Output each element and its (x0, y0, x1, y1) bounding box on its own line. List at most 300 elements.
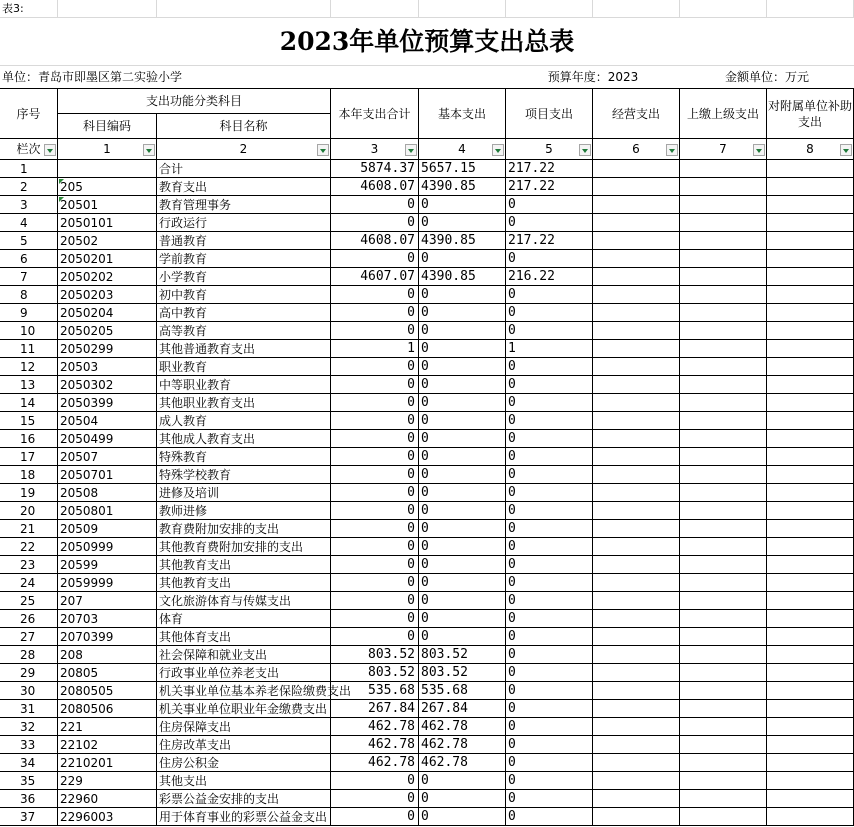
row-empty-cell[interactable] (767, 700, 854, 718)
row-empty-cell[interactable] (767, 376, 854, 394)
row-empty-cell[interactable] (767, 520, 854, 538)
row-project[interactable]: 0 (506, 754, 593, 772)
row-seq[interactable]: 33 (0, 736, 58, 754)
row-empty-cell[interactable] (767, 268, 854, 286)
row-basic[interactable]: 4390.85 (419, 178, 506, 196)
row-empty-cell[interactable] (767, 448, 854, 466)
row-project[interactable]: 0 (506, 430, 593, 448)
row-seq[interactable]: 35 (0, 772, 58, 790)
row-code[interactable]: 2050399 (58, 394, 157, 412)
row-total[interactable]: 535.68 (331, 682, 419, 700)
index-cell-2[interactable]: 2 (157, 139, 331, 160)
row-basic[interactable]: 803.52 (419, 664, 506, 682)
row-name[interactable]: 教育支出 (157, 178, 331, 196)
header-total[interactable]: 本年支出合计 (331, 89, 419, 139)
row-empty-cell[interactable] (680, 466, 767, 484)
row-empty-cell[interactable] (767, 394, 854, 412)
row-empty-cell[interactable] (593, 394, 680, 412)
row-empty-cell[interactable] (593, 700, 680, 718)
row-empty-cell[interactable] (593, 178, 680, 196)
row-empty-cell[interactable] (593, 808, 680, 826)
row-basic[interactable]: 0 (419, 196, 506, 214)
row-empty-cell[interactable] (593, 484, 680, 502)
row-basic[interactable]: 462.78 (419, 736, 506, 754)
row-empty-cell[interactable] (680, 628, 767, 646)
row-name[interactable]: 学前教育 (157, 250, 331, 268)
row-empty-cell[interactable] (680, 160, 767, 178)
row-project[interactable]: 217.22 (506, 232, 593, 250)
row-empty-cell[interactable] (767, 178, 854, 196)
sheet-label[interactable]: 表3: (0, 0, 58, 18)
row-code[interactable]: 2050101 (58, 214, 157, 232)
row-seq[interactable]: 28 (0, 646, 58, 664)
row-code[interactable]: 22960 (58, 790, 157, 808)
row-code[interactable]: 20504 (58, 412, 157, 430)
row-name[interactable]: 体育 (157, 610, 331, 628)
row-empty-cell[interactable] (767, 466, 854, 484)
row-empty-cell[interactable] (593, 610, 680, 628)
row-project[interactable]: 217.22 (506, 160, 593, 178)
row-seq[interactable]: 6 (0, 250, 58, 268)
filter-dropdown-icon[interactable] (579, 144, 591, 156)
index-cell-4[interactable]: 4 (419, 139, 506, 160)
row-project[interactable]: 0 (506, 556, 593, 574)
row-name[interactable]: 小学教育 (157, 268, 331, 286)
index-cell-8[interactable]: 8 (767, 139, 854, 160)
row-project[interactable]: 0 (506, 304, 593, 322)
row-code[interactable]: 221 (58, 718, 157, 736)
row-empty-cell[interactable] (767, 430, 854, 448)
row-code[interactable]: 208 (58, 646, 157, 664)
row-name[interactable]: 住房改革支出 (157, 736, 331, 754)
row-basic[interactable]: 0 (419, 340, 506, 358)
row-empty-cell[interactable] (767, 196, 854, 214)
header-code[interactable]: 科目编码 (58, 114, 157, 139)
filter-dropdown-icon[interactable] (405, 144, 417, 156)
row-total[interactable]: 0 (331, 628, 419, 646)
empty-cell[interactable] (593, 0, 680, 18)
row-total[interactable]: 0 (331, 286, 419, 304)
filter-dropdown-icon[interactable] (143, 144, 155, 156)
row-empty-cell[interactable] (680, 286, 767, 304)
row-project[interactable]: 0 (506, 376, 593, 394)
row-total[interactable]: 462.78 (331, 736, 419, 754)
row-empty-cell[interactable] (680, 502, 767, 520)
row-seq[interactable]: 30 (0, 682, 58, 700)
row-empty-cell[interactable] (680, 808, 767, 826)
row-empty-cell[interactable] (680, 664, 767, 682)
row-empty-cell[interactable] (767, 628, 854, 646)
row-empty-cell[interactable] (593, 592, 680, 610)
header-operating[interactable]: 经营支出 (593, 89, 680, 139)
row-seq[interactable]: 13 (0, 376, 58, 394)
row-empty-cell[interactable] (593, 736, 680, 754)
row-name[interactable]: 社会保障和就业支出 (157, 646, 331, 664)
row-code[interactable]: 20501 (58, 196, 157, 214)
row-empty-cell[interactable] (680, 196, 767, 214)
row-code[interactable]: 2050203 (58, 286, 157, 304)
row-seq[interactable]: 17 (0, 448, 58, 466)
row-name[interactable]: 用于体育事业的彩票公益金支出 (157, 808, 331, 826)
row-empty-cell[interactable] (593, 574, 680, 592)
row-empty-cell[interactable] (593, 250, 680, 268)
row-empty-cell[interactable] (593, 448, 680, 466)
row-total[interactable]: 0 (331, 592, 419, 610)
row-project[interactable]: 0 (506, 628, 593, 646)
empty-cell[interactable] (680, 0, 767, 18)
row-code[interactable]: 2050201 (58, 250, 157, 268)
row-project[interactable]: 0 (506, 592, 593, 610)
header-upper[interactable]: 上缴上级支出 (680, 89, 767, 139)
row-project[interactable]: 1 (506, 340, 593, 358)
row-project[interactable]: 0 (506, 394, 593, 412)
row-seq[interactable]: 36 (0, 790, 58, 808)
row-code[interactable]: 20703 (58, 610, 157, 628)
row-empty-cell[interactable] (593, 538, 680, 556)
row-empty-cell[interactable] (767, 484, 854, 502)
row-basic[interactable]: 5657.15 (419, 160, 506, 178)
row-seq[interactable]: 27 (0, 628, 58, 646)
row-total[interactable]: 462.78 (331, 718, 419, 736)
row-project[interactable]: 0 (506, 358, 593, 376)
row-project[interactable]: 0 (506, 502, 593, 520)
header-seq[interactable]: 序号 (0, 89, 58, 139)
row-empty-cell[interactable] (680, 592, 767, 610)
row-empty-cell[interactable] (680, 736, 767, 754)
row-empty-cell[interactable] (767, 556, 854, 574)
index-cell-3[interactable]: 3 (331, 139, 419, 160)
row-basic[interactable]: 0 (419, 772, 506, 790)
row-basic[interactable]: 0 (419, 520, 506, 538)
row-basic[interactable]: 0 (419, 250, 506, 268)
row-empty-cell[interactable] (767, 232, 854, 250)
row-name[interactable]: 机关事业单位职业年金缴费支出 (157, 700, 331, 718)
row-empty-cell[interactable] (593, 430, 680, 448)
row-basic[interactable]: 0 (419, 214, 506, 232)
row-empty-cell[interactable] (680, 340, 767, 358)
row-empty-cell[interactable] (593, 664, 680, 682)
row-seq[interactable]: 37 (0, 808, 58, 826)
row-total[interactable]: 0 (331, 412, 419, 430)
row-basic[interactable]: 0 (419, 556, 506, 574)
row-name[interactable]: 行政运行 (157, 214, 331, 232)
row-empty-cell[interactable] (680, 646, 767, 664)
row-total[interactable]: 462.78 (331, 754, 419, 772)
row-total[interactable]: 0 (331, 196, 419, 214)
row-code[interactable]: 2050204 (58, 304, 157, 322)
row-name[interactable]: 教育费附加安排的支出 (157, 520, 331, 538)
row-total[interactable]: 0 (331, 520, 419, 538)
row-empty-cell[interactable] (593, 772, 680, 790)
row-empty-cell[interactable] (593, 502, 680, 520)
row-empty-cell[interactable] (767, 358, 854, 376)
row-seq[interactable]: 7 (0, 268, 58, 286)
row-seq[interactable]: 32 (0, 718, 58, 736)
row-empty-cell[interactable] (767, 610, 854, 628)
row-total[interactable]: 803.52 (331, 664, 419, 682)
row-code[interactable]: 20509 (58, 520, 157, 538)
row-name[interactable]: 进修及培训 (157, 484, 331, 502)
row-total[interactable]: 0 (331, 484, 419, 502)
row-empty-cell[interactable] (593, 376, 680, 394)
row-name[interactable]: 住房保障支出 (157, 718, 331, 736)
row-seq[interactable]: 18 (0, 466, 58, 484)
row-basic[interactable]: 0 (419, 484, 506, 502)
row-basic[interactable]: 0 (419, 304, 506, 322)
row-project[interactable]: 217.22 (506, 178, 593, 196)
row-seq[interactable]: 15 (0, 412, 58, 430)
row-empty-cell[interactable] (593, 322, 680, 340)
row-code[interactable]: 2070399 (58, 628, 157, 646)
row-empty-cell[interactable] (680, 304, 767, 322)
row-empty-cell[interactable] (767, 304, 854, 322)
row-code[interactable] (58, 160, 157, 178)
row-project[interactable]: 0 (506, 574, 593, 592)
row-project[interactable]: 0 (506, 736, 593, 754)
row-project[interactable]: 0 (506, 646, 593, 664)
row-project[interactable]: 0 (506, 664, 593, 682)
header-subsidy[interactable]: 对附属单位补助支出 (767, 89, 854, 139)
row-empty-cell[interactable] (593, 466, 680, 484)
empty-cell[interactable] (58, 0, 157, 18)
index-cell-6[interactable]: 6 (593, 139, 680, 160)
row-project[interactable]: 0 (506, 322, 593, 340)
row-empty-cell[interactable] (767, 664, 854, 682)
row-project[interactable]: 0 (506, 466, 593, 484)
row-code[interactable]: 20805 (58, 664, 157, 682)
row-code[interactable]: 20507 (58, 448, 157, 466)
row-seq[interactable]: 31 (0, 700, 58, 718)
row-basic[interactable]: 0 (419, 358, 506, 376)
row-code[interactable]: 2050801 (58, 502, 157, 520)
row-empty-cell[interactable] (680, 790, 767, 808)
row-code[interactable]: 2050701 (58, 466, 157, 484)
row-code[interactable]: 2050999 (58, 538, 157, 556)
row-name[interactable]: 教师进修 (157, 502, 331, 520)
row-code[interactable]: 22102 (58, 736, 157, 754)
row-total[interactable]: 0 (331, 394, 419, 412)
row-total[interactable]: 803.52 (331, 646, 419, 664)
row-empty-cell[interactable] (593, 718, 680, 736)
row-empty-cell[interactable] (680, 574, 767, 592)
row-empty-cell[interactable] (593, 268, 680, 286)
row-basic[interactable]: 0 (419, 412, 506, 430)
row-seq[interactable]: 8 (0, 286, 58, 304)
row-empty-cell[interactable] (767, 502, 854, 520)
row-seq[interactable]: 10 (0, 322, 58, 340)
row-seq[interactable]: 19 (0, 484, 58, 502)
filter-dropdown-icon[interactable] (840, 144, 852, 156)
row-basic[interactable]: 0 (419, 448, 506, 466)
row-empty-cell[interactable] (593, 358, 680, 376)
row-total[interactable]: 267.84 (331, 700, 419, 718)
row-basic[interactable]: 803.52 (419, 646, 506, 664)
row-seq[interactable]: 34 (0, 754, 58, 772)
filter-dropdown-icon[interactable] (44, 144, 56, 156)
row-project[interactable]: 0 (506, 286, 593, 304)
header-basic[interactable]: 基本支出 (419, 89, 506, 139)
row-project[interactable]: 0 (506, 538, 593, 556)
header-project[interactable]: 项目支出 (506, 89, 593, 139)
row-empty-cell[interactable] (593, 754, 680, 772)
row-name[interactable]: 机关事业单位基本养老保险缴费支出 (157, 682, 331, 700)
row-basic[interactable]: 0 (419, 538, 506, 556)
row-code[interactable]: 205 (58, 178, 157, 196)
row-name[interactable]: 特殊学校教育 (157, 466, 331, 484)
row-name[interactable]: 合计 (157, 160, 331, 178)
row-empty-cell[interactable] (593, 412, 680, 430)
row-total[interactable]: 0 (331, 250, 419, 268)
row-basic[interactable]: 0 (419, 286, 506, 304)
row-project[interactable]: 0 (506, 700, 593, 718)
row-name[interactable]: 初中教育 (157, 286, 331, 304)
row-empty-cell[interactable] (593, 790, 680, 808)
empty-cell[interactable] (331, 0, 419, 18)
row-empty-cell[interactable] (680, 556, 767, 574)
row-total[interactable]: 0 (331, 556, 419, 574)
row-code[interactable]: 2080506 (58, 700, 157, 718)
row-seq[interactable]: 22 (0, 538, 58, 556)
row-code[interactable]: 20503 (58, 358, 157, 376)
row-empty-cell[interactable] (593, 304, 680, 322)
row-basic[interactable]: 0 (419, 466, 506, 484)
row-seq[interactable]: 20 (0, 502, 58, 520)
row-name[interactable]: 普通教育 (157, 232, 331, 250)
row-code[interactable]: 2050302 (58, 376, 157, 394)
row-name[interactable]: 职业教育 (157, 358, 331, 376)
row-basic[interactable]: 0 (419, 592, 506, 610)
row-total[interactable]: 0 (331, 538, 419, 556)
row-empty-cell[interactable] (767, 808, 854, 826)
row-empty-cell[interactable] (680, 754, 767, 772)
row-project[interactable]: 0 (506, 196, 593, 214)
row-basic[interactable]: 4390.85 (419, 232, 506, 250)
row-seq[interactable]: 26 (0, 610, 58, 628)
row-code[interactable]: 20508 (58, 484, 157, 502)
row-total[interactable]: 0 (331, 376, 419, 394)
row-basic[interactable]: 462.78 (419, 754, 506, 772)
row-empty-cell[interactable] (767, 736, 854, 754)
row-empty-cell[interactable] (767, 412, 854, 430)
row-empty-cell[interactable] (767, 286, 854, 304)
row-empty-cell[interactable] (680, 376, 767, 394)
row-basic[interactable]: 0 (419, 790, 506, 808)
row-total[interactable]: 5874.37 (331, 160, 419, 178)
row-total[interactable]: 0 (331, 358, 419, 376)
row-empty-cell[interactable] (767, 592, 854, 610)
row-code[interactable]: 2296003 (58, 808, 157, 826)
row-total[interactable]: 0 (331, 808, 419, 826)
row-total[interactable]: 0 (331, 448, 419, 466)
row-code[interactable]: 229 (58, 772, 157, 790)
row-code[interactable]: 2050205 (58, 322, 157, 340)
row-empty-cell[interactable] (767, 772, 854, 790)
row-empty-cell[interactable] (593, 160, 680, 178)
row-empty-cell[interactable] (593, 520, 680, 538)
row-name[interactable]: 其他体育支出 (157, 628, 331, 646)
row-empty-cell[interactable] (593, 682, 680, 700)
row-basic[interactable]: 535.68 (419, 682, 506, 700)
row-empty-cell[interactable] (767, 790, 854, 808)
row-basic[interactable]: 0 (419, 610, 506, 628)
row-project[interactable]: 0 (506, 214, 593, 232)
row-seq[interactable]: 21 (0, 520, 58, 538)
row-empty-cell[interactable] (767, 214, 854, 232)
row-project[interactable]: 0 (506, 448, 593, 466)
row-empty-cell[interactable] (767, 322, 854, 340)
row-empty-cell[interactable] (767, 160, 854, 178)
empty-cell[interactable] (157, 0, 331, 18)
row-empty-cell[interactable] (767, 718, 854, 736)
row-project[interactable]: 0 (506, 718, 593, 736)
row-project[interactable]: 0 (506, 484, 593, 502)
row-total[interactable]: 0 (331, 790, 419, 808)
row-empty-cell[interactable] (767, 250, 854, 268)
row-name[interactable]: 高中教育 (157, 304, 331, 322)
row-seq[interactable]: 1 (0, 160, 58, 178)
row-empty-cell[interactable] (593, 646, 680, 664)
row-name[interactable]: 其他教育费附加安排的支出 (157, 538, 331, 556)
header-function-group[interactable]: 支出功能分类科目 (58, 89, 331, 114)
row-seq[interactable]: 2 (0, 178, 58, 196)
row-seq[interactable]: 25 (0, 592, 58, 610)
row-name[interactable]: 其他职业教育支出 (157, 394, 331, 412)
row-total[interactable]: 0 (331, 466, 419, 484)
row-project[interactable]: 0 (506, 412, 593, 430)
row-basic[interactable]: 0 (419, 808, 506, 826)
row-seq[interactable]: 14 (0, 394, 58, 412)
row-empty-cell[interactable] (593, 340, 680, 358)
row-name[interactable]: 文化旅游体育与传媒支出 (157, 592, 331, 610)
filter-dropdown-icon[interactable] (666, 144, 678, 156)
row-seq[interactable]: 3 (0, 196, 58, 214)
row-seq[interactable]: 9 (0, 304, 58, 322)
row-name[interactable]: 彩票公益金安排的支出 (157, 790, 331, 808)
row-name[interactable]: 教育管理事务 (157, 196, 331, 214)
row-empty-cell[interactable] (767, 538, 854, 556)
row-empty-cell[interactable] (593, 286, 680, 304)
row-project[interactable]: 0 (506, 250, 593, 268)
empty-cell[interactable] (506, 0, 593, 18)
row-empty-cell[interactable] (767, 646, 854, 664)
row-empty-cell[interactable] (680, 772, 767, 790)
row-total[interactable]: 0 (331, 772, 419, 790)
row-basic[interactable]: 0 (419, 394, 506, 412)
row-seq[interactable]: 29 (0, 664, 58, 682)
row-total[interactable]: 4608.07 (331, 232, 419, 250)
row-total[interactable]: 4608.07 (331, 178, 419, 196)
row-name[interactable]: 住房公积金 (157, 754, 331, 772)
row-empty-cell[interactable] (593, 556, 680, 574)
empty-cell[interactable] (767, 0, 854, 18)
row-total[interactable]: 0 (331, 574, 419, 592)
row-name[interactable]: 成人教育 (157, 412, 331, 430)
row-code[interactable]: 20599 (58, 556, 157, 574)
row-code[interactable]: 2050202 (58, 268, 157, 286)
row-total[interactable]: 0 (331, 322, 419, 340)
row-seq[interactable]: 11 (0, 340, 58, 358)
row-seq[interactable]: 4 (0, 214, 58, 232)
row-project[interactable]: 0 (506, 808, 593, 826)
header-name[interactable]: 科目名称 (157, 114, 331, 139)
empty-cell[interactable] (419, 0, 506, 18)
row-basic[interactable]: 267.84 (419, 700, 506, 718)
row-total[interactable]: 0 (331, 610, 419, 628)
row-total[interactable]: 0 (331, 304, 419, 322)
row-basic[interactable]: 0 (419, 322, 506, 340)
row-project[interactable]: 0 (506, 610, 593, 628)
row-seq[interactable]: 5 (0, 232, 58, 250)
